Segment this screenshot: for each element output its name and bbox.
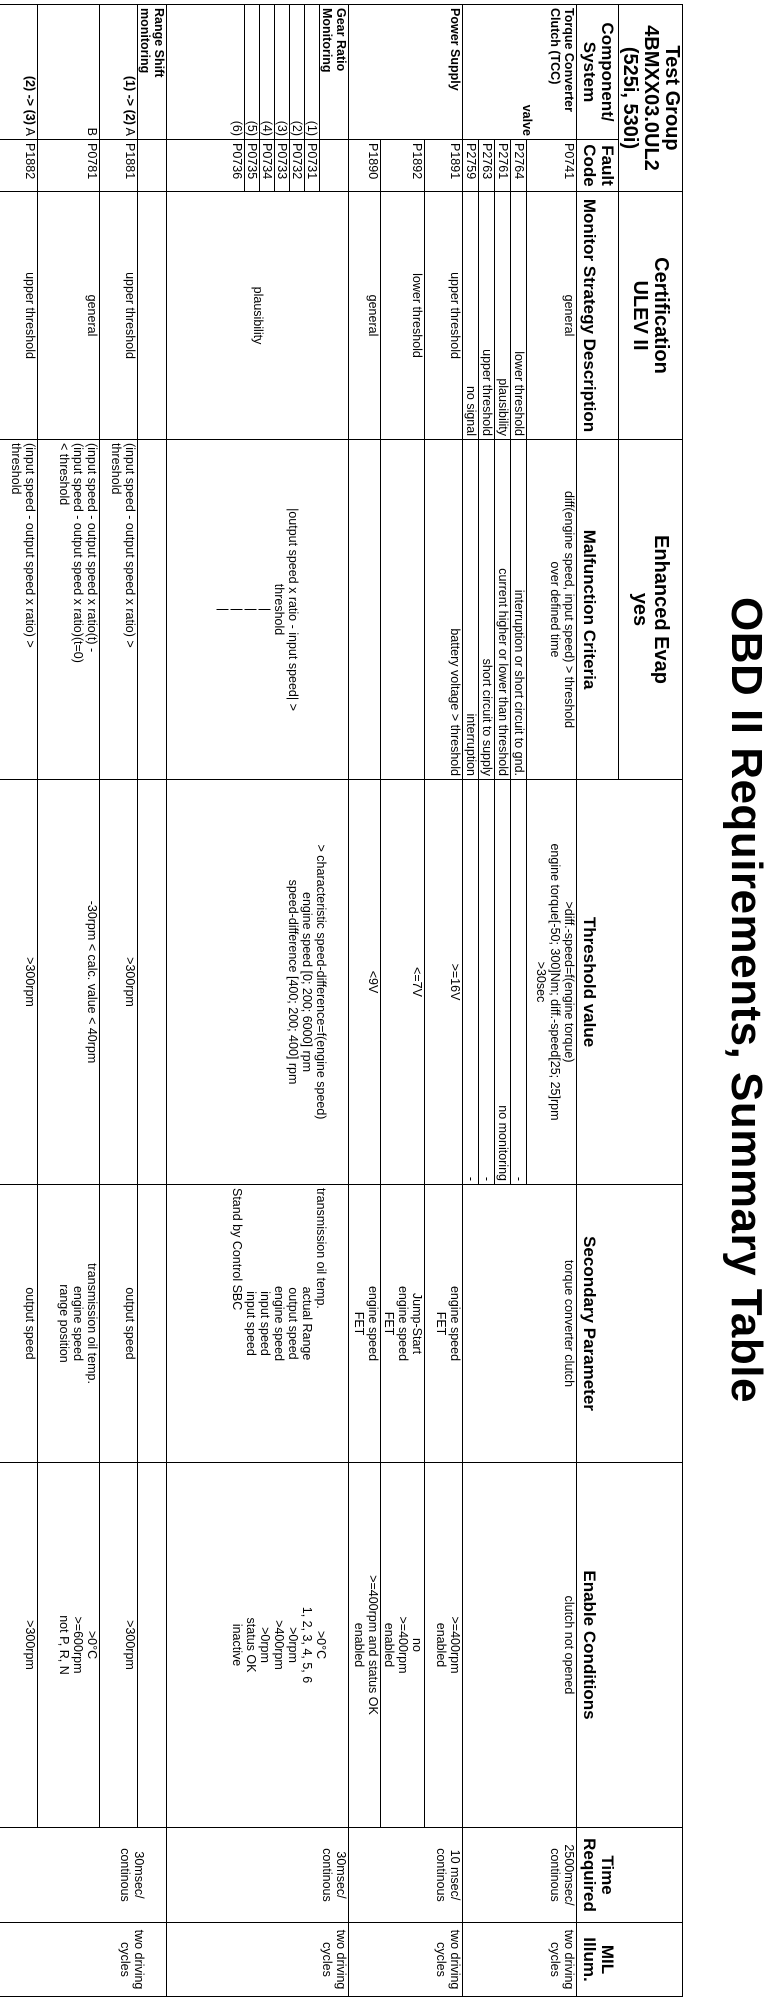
range-strategy: general bbox=[38, 192, 100, 440]
tcc-threshold-line: engine torque[-50; 300]Nm; diff.-speed[25; 25]rpm bbox=[548, 843, 563, 1121]
valve-strategy: lower threshold bbox=[511, 192, 527, 440]
gear-threshold-line: > characteristic speed-difference=f(engine speed) bbox=[314, 844, 329, 1120]
range-strategy: upper threshold bbox=[100, 192, 138, 440]
valve-malfunction: current higher or lower than threshold bbox=[495, 440, 511, 780]
gear-label: (1) bbox=[305, 5, 320, 140]
valve-code: P2764 bbox=[511, 140, 527, 192]
valve-threshold: - bbox=[463, 780, 479, 1185]
range-time bbox=[0, 1828, 167, 1923]
range-secondary-line: range position bbox=[57, 1284, 72, 1363]
power-strategy: upper threshold bbox=[425, 192, 463, 440]
valve-code: P2763 bbox=[479, 140, 495, 192]
tcc-mil-line: two driving bbox=[562, 1929, 577, 1990]
range-malfunction bbox=[100, 440, 138, 780]
range-code: P1881 bbox=[100, 140, 138, 192]
power-component: Power Supply bbox=[349, 5, 463, 140]
valve-threshold: - bbox=[479, 780, 495, 1185]
tcc-threshold-line: >30sec bbox=[534, 961, 549, 1003]
valve-threshold: no monitoring bbox=[495, 780, 511, 1185]
gear-enable-line: 1, 2, 3, 4, 5, 6 bbox=[300, 1606, 315, 1684]
power-code: P1892 bbox=[381, 140, 425, 192]
gear-time-line: 30msec/ bbox=[334, 1851, 349, 1899]
power-code: P1890 bbox=[349, 140, 381, 192]
range-header-row bbox=[138, 5, 167, 1997]
tcc-time-line: continous bbox=[548, 1848, 563, 1902]
certification-cell bbox=[619, 192, 683, 440]
power-secondary-line: FET bbox=[434, 1311, 449, 1336]
range-sub: A bbox=[23, 127, 38, 136]
gear-secondary-line: output speed bbox=[286, 1287, 301, 1360]
range-sub: A bbox=[123, 127, 138, 136]
gear-enable-line: >0°C bbox=[314, 1630, 329, 1660]
power-enable-line: enabled bbox=[382, 1622, 397, 1668]
tcc-malfunction-line: diff(engine speed, input speed) > threshold bbox=[562, 490, 577, 729]
tcc-time bbox=[463, 1828, 577, 1923]
col-malfunction: Malfunction Criteria bbox=[577, 440, 619, 780]
valve-strategy: no signal bbox=[463, 192, 479, 440]
power-strategy: lower threshold bbox=[381, 192, 425, 440]
power-secondary-line: Jump-Start bbox=[410, 1292, 425, 1355]
gear-enable-line: >0rpm bbox=[286, 1627, 301, 1663]
power-row bbox=[349, 5, 381, 1997]
gear-code: P0734 bbox=[260, 140, 275, 192]
gear-malfunction-line: | bbox=[243, 607, 258, 612]
tcc-malfunction-line: over defined time bbox=[548, 561, 563, 658]
range-strategy: upper threshold bbox=[0, 192, 38, 440]
gear-secondary-line: actual Range bbox=[300, 1286, 315, 1361]
gear-secondary-line: transmission oil temp. bbox=[314, 1188, 329, 1309]
power-enable-line: no bbox=[410, 1638, 425, 1652]
power-secondary-line: FET bbox=[382, 1311, 397, 1336]
col-enable: Enable Conditions bbox=[577, 1463, 683, 1828]
range-enable bbox=[38, 1463, 100, 1828]
valve-malfunction: interruption bbox=[463, 440, 479, 780]
power-secondary-line: engine speed bbox=[396, 1285, 411, 1362]
col-time: Time Required bbox=[577, 1828, 683, 1923]
tcc-threshold-line: >diff.-speed=f(engine torque) bbox=[562, 901, 577, 1063]
range-threshold: >300rpm bbox=[0, 780, 38, 1185]
range-row bbox=[38, 5, 100, 1997]
tcc-threshold bbox=[527, 780, 577, 1185]
range-component: Range Shift monitoring bbox=[138, 5, 167, 140]
power-enable bbox=[381, 1463, 425, 1828]
range-threshold: >300rpm bbox=[100, 780, 138, 1185]
gear-label: (3) bbox=[275, 5, 290, 140]
power-secondary bbox=[381, 1185, 425, 1463]
range-enable: >300rpm bbox=[100, 1463, 138, 1828]
range-malfunction-line: (input speed - output speed x ratio(t) - bbox=[85, 443, 100, 653]
valve-threshold: - bbox=[511, 780, 527, 1185]
col-component: Component/ System bbox=[577, 5, 619, 140]
tcc-component bbox=[463, 5, 577, 140]
col-threshold: Threshold value bbox=[577, 780, 683, 1185]
range-malfunction-line: threshold bbox=[109, 443, 124, 495]
gear-enable bbox=[167, 1463, 349, 1828]
enhanced-evap-label: Enhanced Evap bbox=[650, 535, 673, 684]
summary-table bbox=[0, 4, 683, 1997]
gear-label: (4) bbox=[260, 5, 275, 140]
gear-mil-line: cycles bbox=[320, 1942, 335, 1977]
gear-secondary-line: Stand by Control SBC bbox=[230, 1188, 245, 1311]
range-label: (2) -> (3) bbox=[23, 75, 38, 125]
gear-threshold-line: speed-difference [400; 200; 400] rpm bbox=[286, 879, 301, 1085]
gear-code: P0735 bbox=[245, 140, 260, 192]
col-secondary: Secondary Parameter bbox=[577, 1185, 683, 1463]
gear-code: P0731 bbox=[305, 140, 320, 192]
range-time-line: 30msec/ bbox=[132, 1851, 147, 1899]
gear-row bbox=[320, 5, 349, 1997]
power-mil bbox=[349, 1923, 463, 1997]
gear-threshold-line: engine speed [0; 200; 6000] rpm bbox=[300, 892, 315, 1072]
test-group-value: 4BMXX03.0UL2 bbox=[640, 25, 662, 171]
range-mil-line: cycles bbox=[118, 1942, 133, 1977]
gear-enable-line: inactive bbox=[230, 1623, 245, 1667]
gear-time-line: continous bbox=[320, 1848, 335, 1902]
gear-malfunction-line: |output speed x ratio - input speed| > bbox=[285, 508, 300, 711]
power-enable-line: enabled bbox=[352, 1622, 367, 1668]
range-sub: B bbox=[85, 127, 100, 136]
valve-strategy: plausibility bbox=[495, 192, 511, 440]
range-malfunction bbox=[0, 440, 38, 780]
test-group-cell bbox=[619, 5, 683, 192]
valve-code: P2761 bbox=[495, 140, 511, 192]
tcc-strategy: general bbox=[527, 192, 577, 440]
power-mil-line: cycles bbox=[434, 1942, 449, 1977]
gear-malfunction-line: | bbox=[229, 607, 244, 612]
range-malfunction-line: (input speed - output speed x ratio)(t=0) bbox=[71, 443, 86, 663]
range-mil bbox=[0, 1923, 167, 1997]
range-empty bbox=[138, 1185, 167, 1463]
gear-enable-line: >400rpm bbox=[272, 1620, 287, 1670]
header-info-row bbox=[619, 5, 683, 1997]
gear-code-empty bbox=[320, 140, 349, 192]
power-secondary bbox=[425, 1185, 463, 1463]
range-malfunction-line: (input speed - output speed x ratio) > bbox=[23, 443, 38, 648]
gear-mil bbox=[167, 1923, 349, 1997]
power-time-line: continous bbox=[434, 1848, 449, 1902]
gear-enable-line: >0rpm bbox=[258, 1627, 273, 1663]
gear-label: (5) bbox=[245, 5, 260, 140]
gear-secondary-line: input speed bbox=[244, 1291, 259, 1356]
range-malfunction-line: (input speed - output speed x ratio) > bbox=[123, 443, 138, 648]
gear-label: (2) bbox=[290, 5, 305, 140]
gear-strategy: plausibility bbox=[167, 192, 349, 440]
tcc-enable: clutch not opened bbox=[463, 1463, 577, 1828]
gear-code: P0736 bbox=[167, 140, 245, 192]
range-secondary: output speed bbox=[100, 1185, 138, 1463]
gear-malfunction bbox=[167, 440, 349, 780]
certification-label: Certification bbox=[650, 257, 673, 374]
range-enable-line: not P, R, N bbox=[57, 1615, 72, 1675]
test-group-label: Test Group bbox=[661, 45, 683, 151]
power-secondary-line: engine speed bbox=[448, 1285, 463, 1362]
page-title: OBD II Requirements, Summary Table bbox=[722, 597, 771, 1403]
power-threshold: <=7V bbox=[381, 780, 425, 1185]
gear-component: Gear Ratio Monitoring bbox=[320, 5, 349, 140]
enhanced-evap-cell bbox=[619, 440, 683, 780]
range-malfunction bbox=[38, 440, 100, 780]
gear-time bbox=[167, 1828, 349, 1923]
range-mil-line: two driving bbox=[132, 1929, 147, 1990]
range-time-line: continous bbox=[118, 1848, 133, 1902]
test-group-models: (525i, 530i) bbox=[619, 46, 641, 150]
valve-code: P2759 bbox=[463, 140, 479, 192]
certification-value: ULEV II bbox=[629, 280, 652, 351]
col-fault-code: Fault Code bbox=[577, 140, 619, 192]
tcc-time-line: 2500msec/ bbox=[562, 1844, 577, 1906]
power-enable-line: >=400rpm bbox=[396, 1616, 411, 1674]
range-code: P1882 bbox=[0, 140, 38, 192]
power-enable bbox=[425, 1463, 463, 1828]
gear-secondary bbox=[167, 1185, 349, 1463]
range-empty bbox=[138, 440, 167, 780]
tcc-code: P0741 bbox=[527, 140, 577, 192]
power-malfunction bbox=[381, 440, 425, 780]
gear-secondary-line: input speed bbox=[258, 1291, 273, 1356]
gear-code: P0732 bbox=[290, 140, 305, 192]
tcc-row bbox=[527, 5, 577, 1997]
tcc-mil bbox=[463, 1923, 577, 1997]
gear-label: (6) bbox=[167, 5, 245, 140]
power-secondary-line: engine speed bbox=[366, 1285, 381, 1362]
range-secondary: output speed bbox=[0, 1185, 38, 1463]
col-mil: MIL Illum. bbox=[577, 1923, 683, 1997]
range-code-empty bbox=[138, 140, 167, 192]
power-strategy: general bbox=[349, 192, 381, 440]
power-row bbox=[425, 5, 463, 1997]
range-secondary bbox=[38, 1185, 100, 1463]
range-secondary-line: transmission oil temp. bbox=[85, 1263, 100, 1384]
gear-malfunction-line: | bbox=[215, 607, 230, 612]
range-code: P0781 bbox=[38, 140, 100, 192]
gear-enable-line: status OK bbox=[244, 1617, 259, 1673]
power-time bbox=[349, 1828, 463, 1923]
power-malfunction bbox=[349, 440, 381, 780]
power-threshold: >=16V bbox=[425, 780, 463, 1185]
range-enable-line: >0°C bbox=[85, 1630, 100, 1660]
range-row bbox=[0, 5, 38, 1997]
power-time-line: 10 msec/ bbox=[448, 1849, 463, 1901]
range-secondary-line: engine speed bbox=[71, 1285, 86, 1362]
range-label-cell bbox=[0, 5, 38, 140]
valve-malfunction: short circuit to supply bbox=[479, 440, 495, 780]
power-secondary bbox=[349, 1185, 381, 1463]
power-row bbox=[381, 5, 425, 1997]
gear-mil-line: two driving bbox=[334, 1929, 349, 1990]
range-enable: >300rpm bbox=[0, 1463, 38, 1828]
power-enable-line: >=400rpm and status OK bbox=[366, 1575, 381, 1715]
gear-secondary-line: engine speed bbox=[272, 1285, 287, 1362]
gear-malfunction-line: | bbox=[257, 607, 272, 612]
power-secondary-line: FET bbox=[352, 1311, 367, 1336]
power-enable-line: >=400rpm bbox=[448, 1616, 463, 1674]
tcc-mil-line: cycles bbox=[548, 1942, 563, 1977]
range-malfunction-line: threshold bbox=[9, 443, 24, 495]
range-label-cell bbox=[38, 5, 100, 140]
range-enable-line: >=600rpm bbox=[71, 1616, 86, 1674]
gear-malfunction-line: threshold bbox=[271, 583, 286, 636]
range-threshold: -30rpm < calc. value < 40rpm bbox=[38, 780, 100, 1185]
power-enable bbox=[349, 1463, 381, 1828]
range-empty bbox=[138, 192, 167, 440]
col-strategy: Monitor Strategy Description bbox=[577, 192, 619, 440]
power-malfunction: battery voltage > threshold bbox=[425, 440, 463, 780]
range-label-cell bbox=[100, 5, 138, 140]
enhanced-evap-value: yes bbox=[629, 592, 652, 627]
valve-strategy: upper threshold bbox=[479, 192, 495, 440]
range-malfunction-line: < threshold bbox=[57, 443, 72, 506]
tcc-malfunction bbox=[527, 440, 577, 780]
valve-malfunction: interruption or short circuit to gnd. bbox=[511, 440, 527, 780]
power-mil-line: two driving bbox=[448, 1929, 463, 1990]
tcc-secondary: torque converter clutch bbox=[463, 1185, 577, 1463]
gear-code: P0733 bbox=[275, 140, 290, 192]
range-empty bbox=[138, 780, 167, 1185]
power-code: P1891 bbox=[425, 140, 463, 192]
range-label: (1) -> (2) bbox=[123, 75, 138, 125]
power-enable-line: enabled bbox=[434, 1622, 449, 1668]
range-row bbox=[100, 5, 138, 1997]
tcc-valve-label: valve bbox=[520, 104, 535, 136]
gear-threshold bbox=[167, 780, 349, 1185]
tcc-name: Torque Converter Clutch (TCC) bbox=[548, 8, 577, 112]
power-threshold: <9V bbox=[349, 780, 381, 1185]
range-empty bbox=[138, 1463, 167, 1828]
